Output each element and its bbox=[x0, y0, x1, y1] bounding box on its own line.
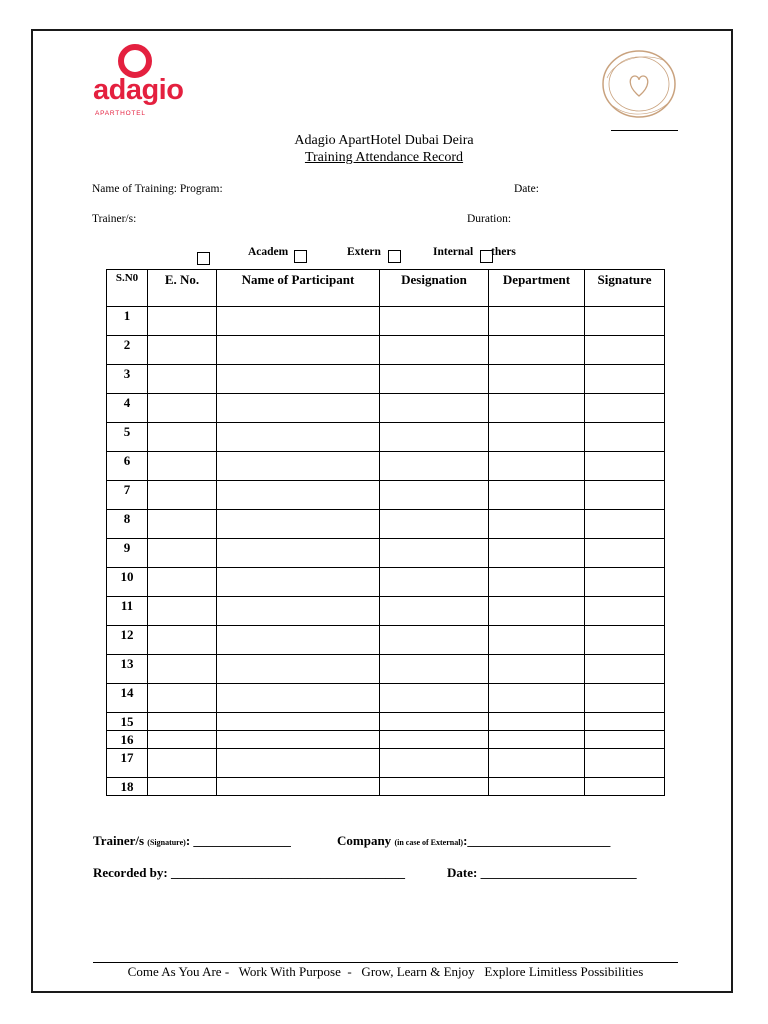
signature-cell[interactable] bbox=[585, 365, 665, 394]
department-cell[interactable] bbox=[489, 510, 585, 539]
checkbox-unlabeled[interactable] bbox=[197, 252, 210, 265]
department-cell[interactable] bbox=[489, 307, 585, 336]
row-number: 3 bbox=[107, 365, 148, 394]
eno-cell[interactable] bbox=[148, 481, 217, 510]
table-row bbox=[107, 365, 665, 394]
eno-cell[interactable] bbox=[148, 684, 217, 713]
eno-cell[interactable] bbox=[148, 423, 217, 452]
option-internal-label: Internal bbox=[433, 246, 474, 258]
department-cell[interactable] bbox=[489, 568, 585, 597]
table-row bbox=[107, 684, 665, 713]
company-line bbox=[337, 833, 610, 849]
table-row bbox=[107, 510, 665, 539]
designation-cell[interactable] bbox=[380, 510, 489, 539]
table-row bbox=[107, 597, 665, 626]
participant-name-cell[interactable] bbox=[217, 655, 380, 684]
participant-name-cell[interactable] bbox=[217, 731, 380, 749]
trainer-signature-label: Trainer/s bbox=[93, 833, 145, 848]
designation-cell[interactable] bbox=[380, 713, 489, 731]
department-cell[interactable] bbox=[489, 481, 585, 510]
page-title: Adagio ApartHotel Dubai Deira bbox=[294, 133, 474, 148]
participant-name-cell[interactable] bbox=[217, 597, 380, 626]
trainer-signature-blank[interactable]: : _______________ bbox=[185, 833, 291, 848]
department-cell[interactable] bbox=[489, 394, 585, 423]
designation-cell[interactable] bbox=[380, 655, 489, 684]
checkbox-academic[interactable] bbox=[294, 250, 307, 263]
participant-name-cell[interactable] bbox=[217, 394, 380, 423]
table-row bbox=[107, 307, 665, 336]
company-blank[interactable]: :______________________ bbox=[463, 833, 611, 848]
participant-name-cell[interactable] bbox=[217, 713, 380, 731]
eno-cell[interactable] bbox=[148, 307, 217, 336]
company-label: Company bbox=[337, 833, 392, 848]
col-header-signature: Signature bbox=[585, 270, 665, 307]
col-header-designation: Designation bbox=[380, 270, 489, 307]
table-row bbox=[107, 394, 665, 423]
logo-word: adagio bbox=[93, 74, 184, 106]
department-cell[interactable] bbox=[489, 539, 585, 568]
col-header-participant: Name of Participant bbox=[217, 270, 380, 307]
page-subtitle: Training Attendance Record bbox=[304, 150, 464, 165]
participant-name-cell[interactable] bbox=[217, 626, 380, 655]
participant-name-cell[interactable] bbox=[217, 539, 380, 568]
participant-name-cell[interactable] bbox=[217, 510, 380, 539]
row-number: 6 bbox=[107, 452, 148, 481]
signature-cell[interactable] bbox=[585, 749, 665, 778]
footer-divider bbox=[93, 962, 678, 963]
checkbox-external[interactable] bbox=[388, 250, 401, 263]
col-header-department: Department bbox=[489, 270, 585, 307]
department-cell[interactable] bbox=[489, 365, 585, 394]
option-academic-label: Academ bbox=[248, 246, 289, 258]
logo-ring-icon bbox=[118, 44, 152, 78]
col-header-sno: S.N0 bbox=[107, 270, 148, 307]
row-number: 4 bbox=[107, 394, 148, 423]
eno-cell[interactable] bbox=[148, 626, 217, 655]
row-number: 1 bbox=[107, 307, 148, 336]
recorded-by-line[interactable]: Recorded by: ____________________________________ bbox=[93, 865, 405, 880]
designation-cell[interactable] bbox=[380, 394, 489, 423]
trainer-signature-note: (Signature) bbox=[147, 838, 186, 847]
table-row bbox=[107, 481, 665, 510]
training-name-label: Name of Training: Program: bbox=[92, 183, 223, 195]
eno-cell[interactable] bbox=[148, 749, 217, 778]
table-row bbox=[107, 336, 665, 365]
eno-cell[interactable] bbox=[148, 510, 217, 539]
eno-cell[interactable] bbox=[148, 731, 217, 749]
table-header-row bbox=[107, 270, 665, 307]
participant-name-cell[interactable] bbox=[217, 481, 380, 510]
eno-cell[interactable] bbox=[148, 452, 217, 481]
table-row bbox=[107, 749, 665, 778]
designation-cell[interactable] bbox=[380, 481, 489, 510]
row-number: 8 bbox=[107, 510, 148, 539]
eno-cell[interactable] bbox=[148, 655, 217, 684]
table-row bbox=[107, 423, 665, 452]
row-number: 5 bbox=[107, 423, 148, 452]
participant-name-cell[interactable] bbox=[217, 336, 380, 365]
participant-name-cell[interactable] bbox=[217, 452, 380, 481]
seal-underline bbox=[611, 130, 678, 131]
signature-cell[interactable] bbox=[585, 655, 665, 684]
designation-cell[interactable] bbox=[380, 423, 489, 452]
designation-cell[interactable] bbox=[380, 731, 489, 749]
footer-date-line[interactable]: Date: ________________________ bbox=[447, 865, 637, 880]
department-cell[interactable] bbox=[489, 731, 585, 749]
table-row bbox=[107, 452, 665, 481]
participant-name-cell[interactable] bbox=[217, 684, 380, 713]
department-cell[interactable] bbox=[489, 423, 585, 452]
eno-cell[interactable] bbox=[148, 778, 217, 796]
table-row bbox=[107, 568, 665, 597]
participant-name-cell[interactable] bbox=[217, 423, 380, 452]
table-row bbox=[107, 626, 665, 655]
trainers-label: Trainer/s: bbox=[92, 213, 137, 225]
row-number: 13 bbox=[107, 655, 148, 684]
option-others-label: thers bbox=[491, 246, 516, 258]
signature-cell[interactable] bbox=[585, 307, 665, 336]
signature-cell[interactable] bbox=[585, 731, 665, 749]
duration-label: Duration: bbox=[467, 213, 512, 225]
row-number: 18 bbox=[107, 778, 148, 796]
row-number: 10 bbox=[107, 568, 148, 597]
signature-cell[interactable] bbox=[585, 481, 665, 510]
department-cell[interactable] bbox=[489, 713, 585, 731]
row-number: 7 bbox=[107, 481, 148, 510]
signature-cell[interactable] bbox=[585, 568, 665, 597]
eno-cell[interactable] bbox=[148, 365, 217, 394]
row-number: 14 bbox=[107, 684, 148, 713]
eno-cell[interactable] bbox=[148, 336, 217, 365]
designation-cell[interactable] bbox=[380, 684, 489, 713]
designation-cell[interactable] bbox=[380, 452, 489, 481]
eno-cell[interactable] bbox=[148, 394, 217, 423]
row-number: 15 bbox=[107, 713, 148, 731]
heartist-accor-seal-icon bbox=[601, 48, 679, 120]
department-cell[interactable] bbox=[489, 336, 585, 365]
department-cell[interactable] bbox=[489, 597, 585, 626]
eno-cell[interactable] bbox=[148, 713, 217, 731]
designation-cell[interactable] bbox=[380, 597, 489, 626]
signature-cell[interactable] bbox=[585, 423, 665, 452]
department-cell[interactable] bbox=[489, 684, 585, 713]
participant-name-cell[interactable] bbox=[217, 307, 380, 336]
attendance-table bbox=[106, 269, 665, 796]
department-cell[interactable] bbox=[489, 655, 585, 684]
designation-cell[interactable] bbox=[380, 365, 489, 394]
table-row bbox=[107, 713, 665, 731]
eno-cell[interactable] bbox=[148, 597, 217, 626]
designation-cell[interactable] bbox=[380, 626, 489, 655]
row-number: 9 bbox=[107, 539, 148, 568]
signature-cell[interactable] bbox=[585, 336, 665, 365]
signature-cell[interactable] bbox=[585, 510, 665, 539]
col-header-eno: E. No. bbox=[148, 270, 217, 307]
table-row bbox=[107, 655, 665, 684]
date-label: Date: bbox=[514, 183, 539, 195]
signature-cell[interactable] bbox=[585, 452, 665, 481]
designation-cell[interactable] bbox=[380, 539, 489, 568]
department-cell[interactable] bbox=[489, 626, 585, 655]
designation-cell[interactable] bbox=[380, 778, 489, 796]
logo-subtext: APARTHOTEL bbox=[95, 110, 146, 117]
department-cell[interactable] bbox=[489, 452, 585, 481]
table-row bbox=[107, 539, 665, 568]
department-cell[interactable] bbox=[489, 778, 585, 796]
designation-cell[interactable] bbox=[380, 336, 489, 365]
row-number: 16 bbox=[107, 731, 148, 749]
signature-cell[interactable] bbox=[585, 539, 665, 568]
trainer-signature-line bbox=[93, 833, 291, 849]
designation-cell[interactable] bbox=[380, 307, 489, 336]
table-row bbox=[107, 731, 665, 749]
table-row bbox=[107, 778, 665, 796]
signature-cell[interactable] bbox=[585, 394, 665, 423]
signature-cell[interactable] bbox=[585, 778, 665, 796]
option-external-label: Extern bbox=[347, 246, 381, 258]
company-note: (in case of External) bbox=[394, 838, 464, 847]
adagio-logo bbox=[90, 44, 184, 120]
department-cell[interactable] bbox=[489, 749, 585, 778]
signature-cell[interactable] bbox=[585, 684, 665, 713]
signature-cell[interactable] bbox=[585, 713, 665, 731]
signature-cell[interactable] bbox=[585, 597, 665, 626]
participant-name-cell[interactable] bbox=[217, 365, 380, 394]
eno-cell[interactable] bbox=[148, 568, 217, 597]
row-number: 12 bbox=[107, 626, 148, 655]
footer-tagline: Come As You Are - Work With Purpose - Grow, Learn & Enjoy Explore Limitless Possibilities bbox=[127, 964, 644, 979]
row-number: 2 bbox=[107, 336, 148, 365]
row-number: 17 bbox=[107, 749, 148, 778]
participant-name-cell[interactable] bbox=[217, 749, 380, 778]
row-number: 11 bbox=[107, 597, 148, 626]
designation-cell[interactable] bbox=[380, 749, 489, 778]
designation-cell[interactable] bbox=[380, 568, 489, 597]
signature-cell[interactable] bbox=[585, 626, 665, 655]
participant-name-cell[interactable] bbox=[217, 778, 380, 796]
participant-name-cell[interactable] bbox=[217, 568, 380, 597]
eno-cell[interactable] bbox=[148, 539, 217, 568]
